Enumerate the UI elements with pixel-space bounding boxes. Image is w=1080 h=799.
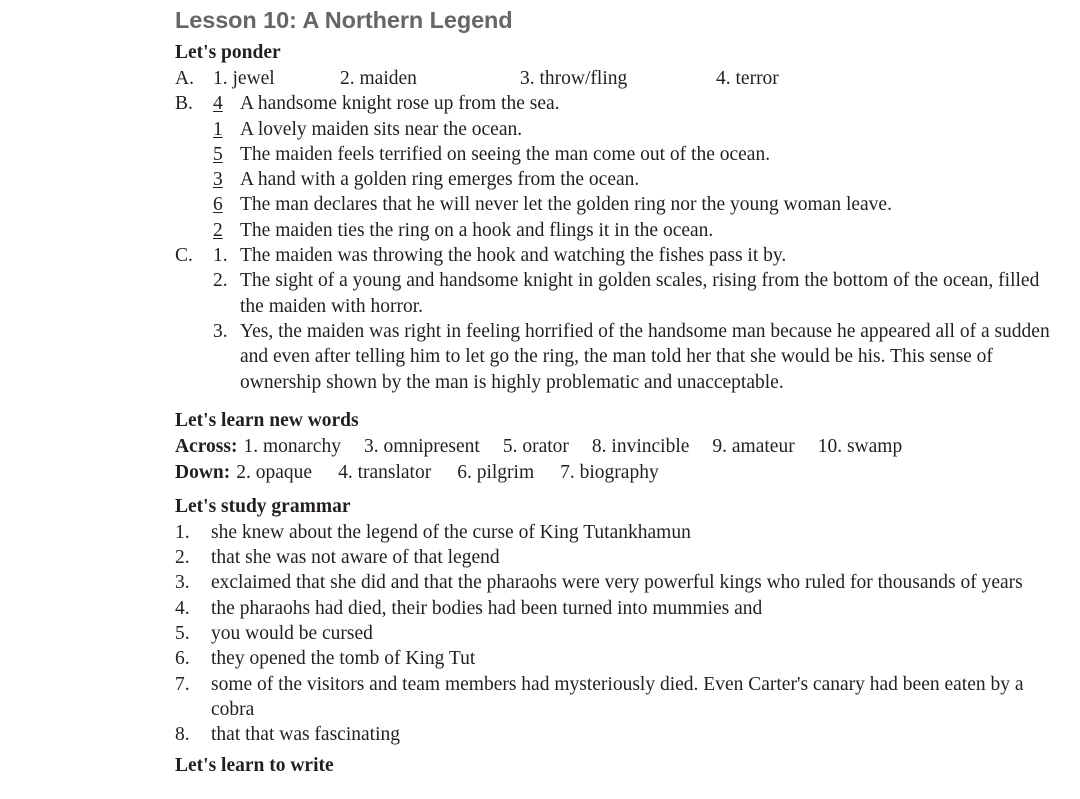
item-number: 1. bbox=[175, 521, 190, 543]
answer-text: The maiden feels terrified on seeing the man come out of the ocean. bbox=[240, 143, 771, 165]
section-letter-a: A. bbox=[175, 68, 194, 89]
item-text: translator bbox=[357, 461, 432, 483]
section-letter-b: B. bbox=[175, 93, 193, 115]
list-item bbox=[716, 66, 779, 91]
answer-text: some of the visitors and team members had mysteriously died. Even Carter's canary had been eaten by a cobra bbox=[211, 673, 1024, 720]
item-text: terror bbox=[735, 68, 779, 89]
answer-number: 2 bbox=[213, 219, 223, 241]
item-text: biography bbox=[579, 461, 659, 483]
answer-row-a bbox=[175, 66, 1060, 91]
item-number: 2. bbox=[175, 547, 190, 569]
answer-text: The maiden ties the ring on a hook and flings it in the ocean. bbox=[240, 219, 714, 241]
item-number: 5. bbox=[175, 623, 190, 645]
item-number: 8. bbox=[175, 724, 190, 746]
page-content bbox=[175, 0, 1060, 779]
list-item bbox=[712, 434, 794, 460]
answer-text: The sight of a young and handsome knight in golden scales, rising from the bottom of the ocean, filled the maiden with horror. bbox=[240, 270, 1040, 317]
list-item bbox=[503, 434, 569, 460]
list-item bbox=[457, 460, 534, 486]
answer-row-b bbox=[175, 218, 1060, 243]
grammar-row bbox=[175, 621, 1060, 646]
section-a-items bbox=[213, 66, 1060, 91]
item-number: 3. bbox=[213, 320, 228, 342]
item-number: 7. bbox=[560, 461, 575, 483]
answer-number: 6 bbox=[213, 194, 223, 216]
item-text: opaque bbox=[255, 461, 313, 483]
answer-text: exclaimed that she did and that the pharaohs were very powerful kings who ruled for thousands of years bbox=[211, 572, 1023, 594]
item-number: 3. bbox=[363, 435, 379, 457]
answer-text: A hand with a golden ring emerges from the ocean. bbox=[240, 169, 640, 191]
answer-text: they opened the tomb of King Tut bbox=[211, 648, 476, 670]
item-number: 5. bbox=[502, 435, 518, 457]
item-number: 2. bbox=[340, 68, 355, 89]
item-number: 1. bbox=[213, 245, 228, 267]
answer-number: 4 bbox=[213, 93, 223, 115]
crossword-across-row bbox=[175, 434, 1060, 460]
crossword-down-row bbox=[175, 460, 1060, 486]
section-heading-lets-ponder: Let's ponder bbox=[175, 42, 281, 63]
grammar-row bbox=[175, 646, 1060, 671]
answer-text: The man declares that he will never let the golden ring nor the young woman leave. bbox=[240, 194, 892, 216]
answer-row-b bbox=[175, 142, 1060, 167]
grammar-row bbox=[175, 520, 1060, 545]
item-number: 6. bbox=[457, 461, 472, 483]
item-text: invincible bbox=[611, 435, 690, 457]
item-number: 2. bbox=[213, 270, 228, 292]
answer-text: The maiden was throwing the hook and watching the fishes pass it by. bbox=[240, 245, 787, 267]
item-text: maiden bbox=[359, 68, 417, 89]
grammar-row bbox=[175, 672, 1060, 723]
answer-row-c bbox=[175, 319, 1060, 395]
item-text: omnipresent bbox=[383, 435, 480, 457]
answer-row-c bbox=[175, 268, 1060, 319]
list-item bbox=[364, 434, 480, 460]
item-number: 7. bbox=[175, 673, 190, 695]
item-number: 8. bbox=[591, 435, 607, 457]
item-number: 2. bbox=[236, 461, 251, 483]
item-text: orator bbox=[522, 435, 569, 457]
item-number: 10. bbox=[817, 435, 843, 457]
down-label: Down: bbox=[175, 461, 231, 483]
item-number: 6. bbox=[175, 648, 190, 670]
grammar-row bbox=[175, 570, 1060, 595]
answer-text: the pharaohs had died, their bodies had been turned into mummies and bbox=[211, 597, 763, 619]
section-letter-c: C. bbox=[175, 245, 193, 267]
item-number: 3. bbox=[520, 68, 535, 89]
list-item bbox=[592, 434, 689, 460]
list-item bbox=[236, 460, 312, 486]
grammar-row bbox=[175, 545, 1060, 570]
item-number: 1. bbox=[213, 68, 228, 89]
answer-text: A lovely maiden sits near the ocean. bbox=[240, 118, 523, 140]
answer-text: that that was fascinating bbox=[211, 724, 400, 746]
item-number: 4. bbox=[716, 68, 731, 89]
answer-text: Yes, the maiden was right in feeling horrified of the handsome man because he appeared all of a sudden and even after telling him to let go the ring, the man told her that she would be his. This sense of ownership shown by the man is highly problematic and unacceptable. bbox=[240, 320, 1050, 393]
item-number: 4. bbox=[175, 597, 190, 619]
list-item bbox=[243, 434, 340, 460]
list-item bbox=[520, 66, 716, 91]
answer-row-b bbox=[175, 91, 1060, 116]
answer-row-c bbox=[175, 243, 1060, 268]
grammar-row bbox=[175, 722, 1060, 747]
list-item bbox=[213, 66, 340, 91]
answer-text: A handsome knight rose up from the sea. bbox=[240, 93, 560, 115]
section-gap bbox=[175, 395, 1060, 406]
item-text: monarchy bbox=[262, 435, 341, 457]
item-number: 3. bbox=[175, 572, 190, 594]
answer-text: that she was not aware of that legend bbox=[211, 547, 500, 569]
list-item bbox=[560, 460, 659, 486]
answer-number: 3 bbox=[213, 169, 223, 191]
list-item bbox=[338, 460, 431, 486]
list-item bbox=[340, 66, 520, 91]
grammar-row bbox=[175, 596, 1060, 621]
answer-row-b bbox=[175, 192, 1060, 217]
answer-row-b bbox=[175, 167, 1060, 192]
answer-number: 1 bbox=[213, 118, 223, 140]
answer-text: she knew about the legend of the curse of King Tutankhamun bbox=[211, 521, 691, 543]
item-number: 4. bbox=[338, 461, 353, 483]
answer-text: you would be cursed bbox=[211, 623, 373, 645]
item-text: amateur bbox=[731, 435, 795, 457]
list-item bbox=[818, 434, 903, 460]
section-heading-lets-learn-new-words: Let's learn new words bbox=[175, 409, 359, 431]
item-number: 1. bbox=[243, 435, 259, 457]
answer-row-b bbox=[175, 117, 1060, 142]
answer-number: 5 bbox=[213, 143, 223, 165]
section-heading-lets-study-grammar: Let's study grammar bbox=[175, 495, 351, 517]
across-label: Across: bbox=[175, 435, 238, 457]
item-text: swamp bbox=[846, 435, 903, 457]
item-text: pilgrim bbox=[476, 461, 535, 483]
item-text: jewel bbox=[232, 68, 275, 89]
page-title: Lesson 10: A Northern Legend bbox=[175, 7, 513, 33]
item-number: 9. bbox=[712, 435, 728, 457]
item-text: throw/fling bbox=[539, 68, 628, 89]
section-heading-lets-learn-to-write: Let's learn to write bbox=[175, 754, 334, 776]
